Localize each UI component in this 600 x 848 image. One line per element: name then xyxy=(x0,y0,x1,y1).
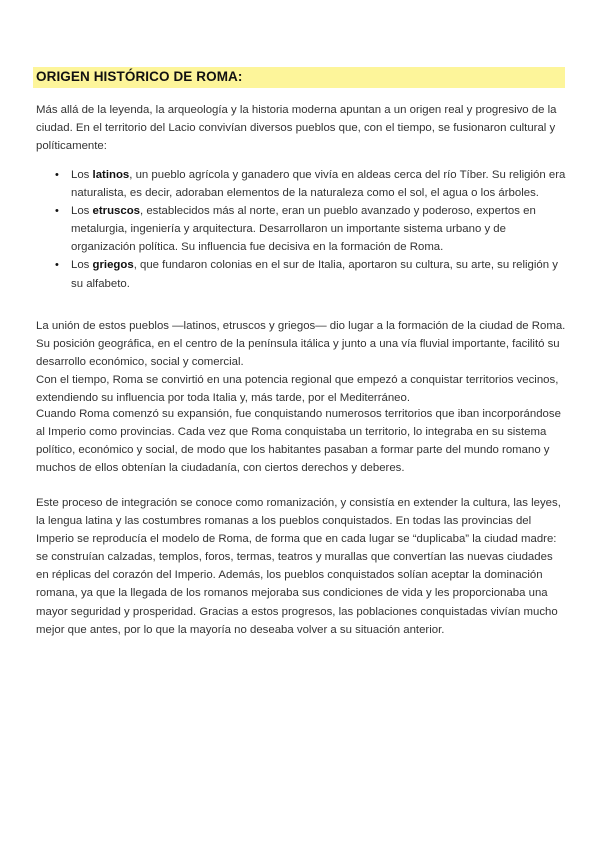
list-item-etruscos xyxy=(36,202,568,256)
list-item-prefix: Los xyxy=(71,259,93,272)
document-title: ORIGEN HISTÓRICO DE ROMA: xyxy=(36,69,243,84)
list-item-prefix: Los xyxy=(71,205,93,218)
union-paragraph-line1: La unión de estos pueblos —latinos, etruscos y griegos— dio lugar a la formación de la ciudad de Roma. Su posición geográfica, en el centro de la península itálica y junto a una vía fluvial importante, facilitó su desarrollo económico, social y comercial. xyxy=(36,320,566,369)
bullet-icon: • xyxy=(55,259,59,272)
list-item-term: latinos xyxy=(92,169,130,181)
union-paragraph xyxy=(36,317,568,407)
list-item-term: griegos xyxy=(92,259,134,272)
list-item-prefix: Los xyxy=(71,169,93,181)
list-item-text: , un pueblo agrícola y ganadero que vivía en aldeas cerca del río Tíber. Su religión era naturalista, es decir, adoraban elementos de la naturaleza como el sol, el agua o los árboles. xyxy=(71,169,566,200)
list-item-term: etruscos xyxy=(92,205,141,218)
bullet-icon: • xyxy=(55,205,59,218)
intro-paragraph: Más allá de la leyenda, la arqueología y la historia moderna apuntan a un origen real y progresivo de la ciudad. En el territorio del Lacio convivían diversos pueblos que, con el tiempo, se fusionaron cultural y políticamente: xyxy=(36,104,557,153)
romanization-paragraph: Este proceso de integración se conoce como romanización, y consistía en extender la cultura, las leyes, la lengua latina y las costumbres romanas a los pueblos conquistados. En todas las provincias del Imperio se reproducía el modelo de Roma, de forma que en cada lugar se “duplicaba” la ciudad madre: se construían calzadas, templos, foros, termas, teatros y murallas que convertían las nuevas ciudades en réplicas del corazón del Imperio. Además, los pueblos conquistados solían aceptar la dominación romana, ya que la llegada de los romanos mejoraba sus condiciones de vida y les proporcionaba una mayor seguridad y prosperidad. Gracias a estos progresos, las poblaciones conquistadas vivían mucho mejor que antes, por lo que la mayoría no deseaba volver a su situación anterior. xyxy=(36,497,561,636)
union-paragraph-line2: Con el tiempo, Roma se convirtió en una potencia regional que empezó a conquistar territorios vecinos, extendiendo su influencia por toda Italia y, más tarde, por el Mediterráneo. xyxy=(36,374,559,405)
list-item-latinos xyxy=(36,166,568,202)
expansion-paragraph: Cuando Roma comenzó su expansión, fue conquistando numerosos territorios que iban incorporándose al Imperio como provincias. Cada vez que Roma conquistaba un territorio, lo integraba en su sistema político, económico y social, de modo que los habitantes pasaban a formar parte del mundo romano y muchos de ellos obtenían la ciudadanía, con ciertos derechos y deberes. xyxy=(36,408,561,475)
list-item-text: , establecidos más al norte, eran un pueblo avanzado y poderoso, expertos en metalurgia, ingeniería y arquitectura. Desarrollaron un importante sistema urbano y de organización política. Su influencia fue decisiva en la formación de Roma. xyxy=(71,205,536,254)
bullet-icon: • xyxy=(55,169,59,181)
peoples-list xyxy=(36,166,568,293)
list-item-griegos xyxy=(36,256,568,292)
list-item-text: , que fundaron colonias en el sur de Italia, aportaron su cultura, su arte, su religión y su alfabeto. xyxy=(71,259,558,290)
